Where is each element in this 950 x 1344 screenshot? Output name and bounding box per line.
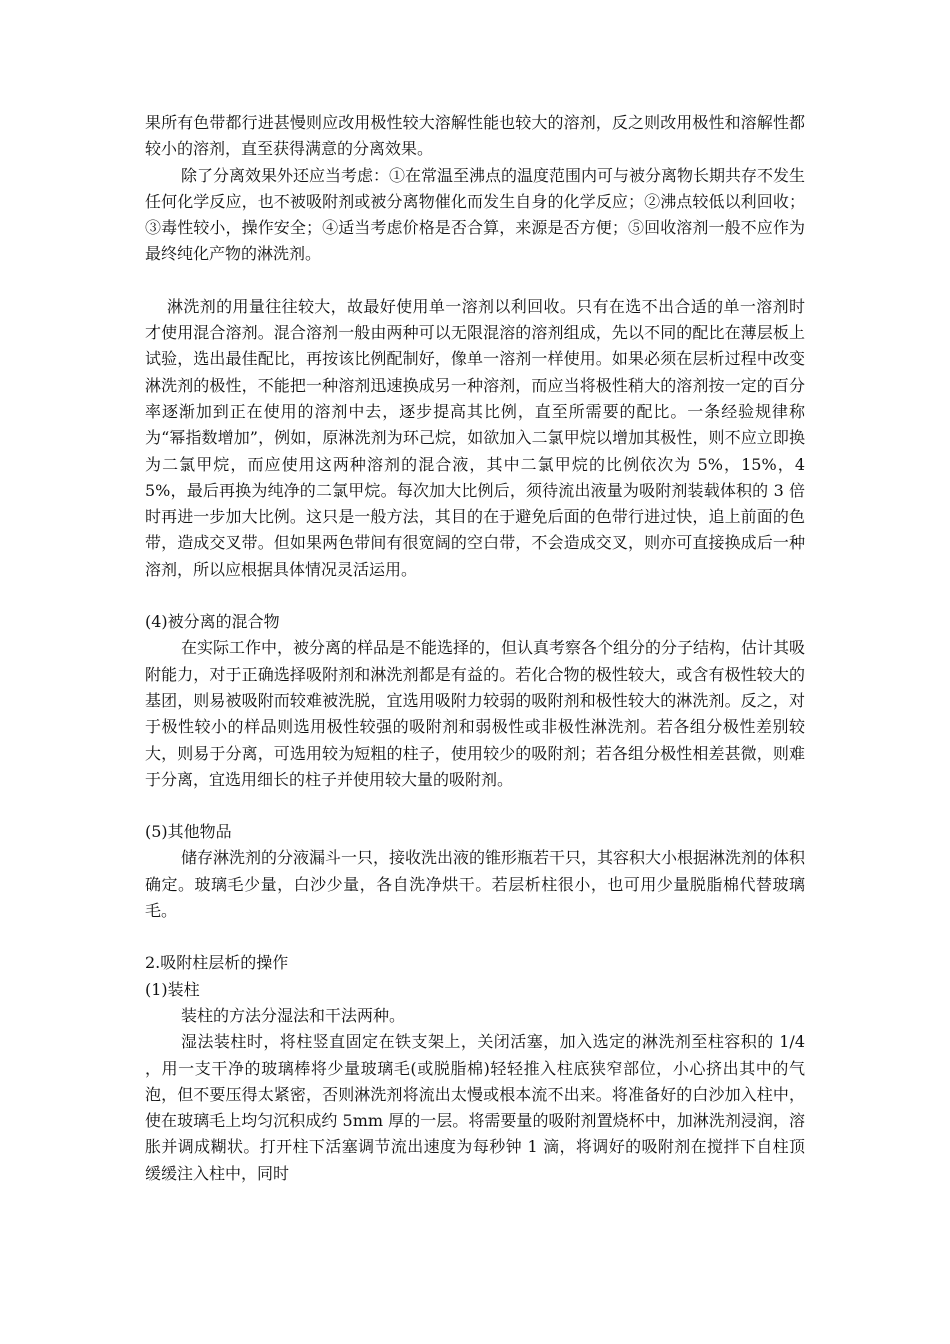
section-heading-other-items: (5)其他物品: [145, 822, 232, 842]
blank-line: [145, 793, 805, 819]
document-body: [145, 110, 805, 1187]
section-heading-mixture: (4)被分离的混合物: [145, 612, 280, 632]
paragraph-eluent-usage: 淋洗剂的用量往往较大，故最好使用单一溶剂以利回收。只有在选不出合适的单一溶剂时才使用混合溶剂。混合溶剂一般由两种可以无限混溶的溶剂组成，先以不同的配比在薄层板上试验，选出最佳配比，再按该比例配制好，像单一溶剂一样使用。如果必须在层析过程中改变淋洗剂的极性，不能把一种溶剂迅速换成另一种溶剂，而应当将极性稍大的溶剂按一定的百分率逐渐加到正在使用的溶剂中去，逐步提高其比例，直至所需要的配比。一条经验规律称为“幂指数增加”，例如，原淋洗剂为环己烷，如欲加入二氯甲烷以增加其极性，则不应立即换为二氯甲烷，而应使用这两种溶剂的混合液，其中二氯甲烷的比例依次为 5%，15%，45%，最后再换为纯净的二氯甲烷。每次加大比例后，须待流出液量为吸附剂装载体积的 3 倍时再进一步加大比例。这只是一般方法，其目的在于避免后面的色带行进过快，追上前面的色带，造成交叉带。但如果两色带间有很宽阔的空白带，不会造成交叉，则亦可直接换成后一种溶剂，所以应根据具体情况灵活运用。: [145, 296, 805, 579]
blank-line: [145, 268, 805, 294]
paragraph-solvent-polarity-adjustment: 果所有色带都行进甚慢则应改用极性较大溶解性能也较大的溶剂，反之则改用极性和溶解性都较小的溶剂，直至获得满意的分离效果。: [145, 113, 805, 159]
paragraph-other-items: 储存淋洗剂的分液漏斗一只，接收洗出液的锥形瓶若干只，其容积大小根据淋洗剂的体积确定。玻璃毛少量，白沙少量，各自洗净烘干。若层析柱很小，也可用少量脱脂棉代替玻璃毛。: [145, 848, 806, 921]
paragraph-packing-methods: 装柱的方法分湿法和干法两种。: [181, 1005, 406, 1025]
blank-line: [145, 583, 805, 609]
paragraph-solvent-considerations: 除了分离效果外还应当考虑：①在常温至沸点的温度范围内可与被分离物长期共存不发生任何化学反应，也不被吸附剂或被分离物催化而发生自身的化学反应；②沸点较低以利回收；③毒性较小，操作安全；④适当考虑价格是否合算，来源是否方便；⑤回收溶剂一般不应作为最终纯化产物的淋洗剂。: [145, 165, 806, 264]
section-heading-operation: 2.吸附柱层析的操作: [145, 953, 289, 973]
paragraph-mixture: 在实际工作中，被分离的样品是不能选择的，但认真考察各个组分的分子结构，估计其吸附能力，对于正确选择吸附剂和淋洗剂都是有益的。若化合物的极性较大，或含有极性较大的基团，则易被吸附而较难被洗脱，宜选用吸附力较弱的吸附剂和极性较大的淋洗剂。反之，对于极性较小的样品则选用极性较强的吸附剂和弱极性或非极性淋洗剂。若各组分极性差别较大，则易于分离，可选用较为短粗的柱子，使用较少的吸附剂；若各组分极性相差甚微，则难于分离，宜选用细长的柱子并使用较大量的吸附剂。: [145, 638, 806, 789]
blank-line: [145, 924, 805, 950]
paragraph-wet-packing: 湿法装柱时，将柱竖直固定在铁支架上，关闭活塞，加入选定的淋洗剂至柱容积的 1/4 ，用一支干净的玻璃棒将少量玻璃毛(或脱脂棉)轻轻推入柱底狭窄部位，小心挤出其中的气泡，但不要压得太紧密，否则淋洗剂将流出太慢或根本流不出来。将准备好的白沙加入柱中，使在玻璃毛上均匀沉积成约 5mm 厚的一层。将需要量的吸附剂置烧杯中，加淋洗剂浸润，溶胀并调成糊状。打开柱下活塞调节流出速度为每秒钟 1 滴，将调好的吸附剂在搅拌下自柱顶缓缓注入柱中，同时: [145, 1032, 805, 1183]
section-heading-packing: (1)装柱: [145, 979, 200, 999]
